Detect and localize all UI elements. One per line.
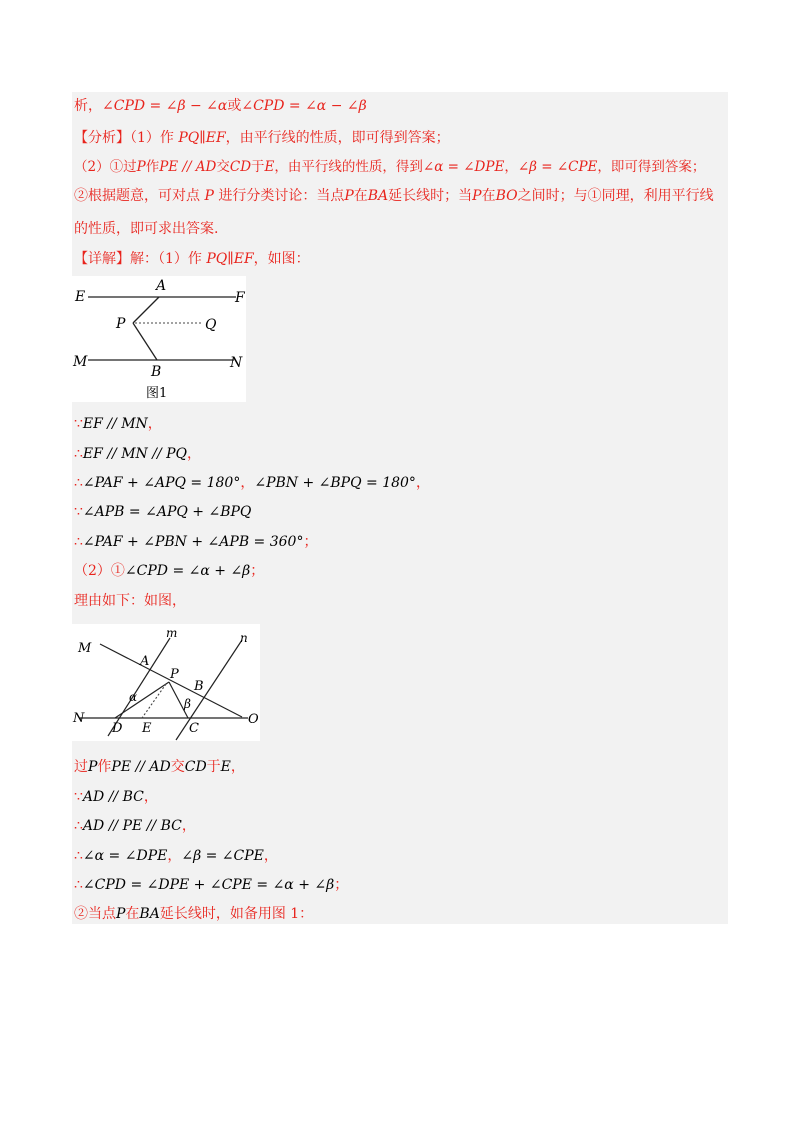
text: ，	[415, 475, 430, 491]
text: ，由平行线的性质，即可得到答案；	[225, 130, 450, 146]
text: 理由如下：如图，	[74, 593, 186, 609]
label-D: D	[112, 721, 123, 736]
math: CD	[229, 159, 252, 175]
label-O: O	[248, 712, 259, 727]
text: 或	[227, 98, 242, 114]
math: P	[88, 759, 98, 775]
line-3	[74, 158, 705, 176]
text: 于	[206, 759, 221, 775]
math: CD	[184, 759, 207, 775]
text: ，	[143, 789, 158, 805]
therefore-symbol: ∴	[74, 446, 83, 462]
text: ，	[263, 848, 278, 864]
math: ∠β = ∠CPE	[181, 848, 264, 864]
text: 之间时；与①同理，利用平行线	[517, 188, 714, 204]
text: 的性质，即可求出答案.	[74, 221, 219, 237]
label-P: P	[170, 667, 179, 682]
math: BA	[139, 906, 160, 922]
segment-PE-dashed	[142, 684, 166, 718]
text: ，	[187, 446, 202, 462]
figure-1-diagram	[72, 276, 246, 402]
math: PQ∥EF	[206, 251, 254, 267]
segment-AP	[133, 297, 159, 323]
label-M: M	[73, 354, 88, 370]
text: ，	[504, 159, 518, 175]
math: ∠α = ∠DPE	[82, 848, 168, 864]
line-16	[74, 817, 196, 835]
label-n: n	[240, 631, 248, 645]
math: BO	[495, 188, 518, 204]
because-symbol: ∵	[74, 504, 83, 520]
text: 在	[481, 188, 496, 204]
math: ∠α = ∠DPE	[422, 159, 505, 175]
text: 交	[170, 759, 185, 775]
math: ∠CPD = ∠DPE + ∠CPE = ∠α + ∠β	[82, 877, 335, 893]
text: 在	[125, 906, 140, 922]
label-N: N	[73, 711, 85, 726]
label-E: E	[142, 721, 152, 736]
text: ；	[303, 534, 318, 550]
text: 延长线时，如备用图 1：	[159, 906, 314, 922]
line-2-analysis	[74, 129, 450, 147]
line-12	[74, 562, 264, 580]
line-14	[74, 758, 245, 776]
line-18	[74, 876, 348, 894]
therefore-symbol: ∴	[74, 848, 83, 864]
text: ，	[230, 759, 245, 775]
text: （2）①	[74, 563, 125, 579]
text: 交	[216, 159, 230, 175]
label-F: F	[235, 290, 245, 306]
text: 在	[353, 188, 368, 204]
text: 【详解】解：（1）作	[74, 251, 207, 267]
line-4	[74, 187, 714, 205]
math: AD // PE // BC	[82, 818, 182, 834]
math: P	[136, 159, 146, 175]
label-M: M	[78, 641, 92, 656]
text: （2）①过	[74, 159, 137, 175]
text: ；	[250, 563, 265, 579]
math: E	[220, 759, 231, 775]
line-11	[74, 533, 317, 551]
text: 于	[251, 159, 265, 175]
line-6-detail	[74, 250, 310, 268]
figure-1-caption: 图1	[146, 386, 168, 401]
label-m: m	[166, 626, 178, 640]
label-N: N	[230, 355, 243, 371]
math: E	[264, 159, 275, 175]
segment-DP	[115, 682, 169, 718]
text: ②当点	[74, 906, 116, 922]
label-Q: Q	[205, 317, 217, 333]
line-15	[74, 788, 158, 806]
math: ∠PAF + ∠APQ = 180°	[82, 475, 241, 491]
line-7	[74, 415, 162, 433]
text: ，	[167, 848, 182, 864]
figure-1	[72, 276, 246, 402]
line-17	[74, 847, 278, 865]
math: P	[472, 188, 482, 204]
text: 作	[97, 759, 112, 775]
math: EF // MN	[82, 416, 148, 432]
segment-PB	[133, 323, 157, 360]
line-8	[74, 445, 201, 463]
math: ∠β = ∠CPE	[517, 159, 598, 175]
math: BA	[367, 188, 389, 204]
figure-2-diagram	[72, 624, 260, 741]
math: PE // AD	[159, 159, 217, 175]
label-P: P	[116, 316, 126, 332]
text: 析，	[74, 98, 102, 114]
text: 【分析】（1）作	[74, 130, 179, 146]
therefore-symbol: ∴	[74, 475, 83, 491]
text: 作	[145, 159, 160, 175]
text: 延长线时；当	[388, 188, 473, 204]
text: ，由平行线的性质，得到	[274, 159, 423, 175]
label-A: A	[140, 654, 150, 669]
line-13	[74, 592, 186, 610]
text: ，	[181, 818, 196, 834]
label-B: B	[194, 679, 204, 694]
math: ∠CPD = ∠α − ∠β	[241, 98, 367, 114]
label-C: C	[189, 721, 199, 736]
text: 进行分类讨论：当点	[213, 188, 345, 204]
math: ∠CPD = ∠β − ∠α	[102, 98, 228, 114]
math: P	[204, 188, 214, 204]
math: ∠CPD = ∠α + ∠β	[124, 563, 251, 579]
therefore-symbol: ∴	[74, 877, 83, 893]
math: ∠PBN + ∠BPQ = 180°	[254, 475, 416, 491]
math: P	[116, 906, 126, 922]
text: ，	[240, 475, 255, 491]
line-9	[74, 474, 430, 492]
therefore-symbol: ∴	[74, 534, 83, 550]
therefore-symbol: ∴	[74, 818, 83, 834]
figure-2	[72, 624, 260, 741]
label-A: A	[156, 278, 167, 294]
line-5	[74, 220, 218, 238]
label-beta: β	[184, 697, 191, 711]
label-E: E	[75, 289, 86, 305]
label-alpha: α	[129, 690, 138, 704]
line-10	[74, 503, 251, 521]
math: PQ∥EF	[178, 130, 226, 146]
text: ②根据题意，可对点	[74, 188, 205, 204]
because-symbol: ∵	[74, 789, 83, 805]
label-B: B	[151, 364, 162, 380]
math: AD // BC	[82, 789, 144, 805]
text: ；	[334, 877, 349, 893]
math: P	[344, 188, 354, 204]
line-19	[74, 905, 313, 923]
because-symbol: ∵	[74, 416, 83, 432]
text: ，即可得到答案；	[597, 159, 706, 175]
line-1	[74, 97, 367, 115]
text: ，如图：	[253, 251, 310, 267]
text: ，	[147, 416, 162, 432]
math: EF // MN // PQ	[82, 446, 188, 462]
text: 过	[74, 759, 88, 775]
math: ∠APB = ∠APQ + ∠BPQ	[82, 504, 252, 520]
math: ∠PAF + ∠PBN + ∠APB = 360°	[82, 534, 304, 550]
line-n	[176, 640, 242, 740]
math: PE // AD	[111, 759, 171, 775]
